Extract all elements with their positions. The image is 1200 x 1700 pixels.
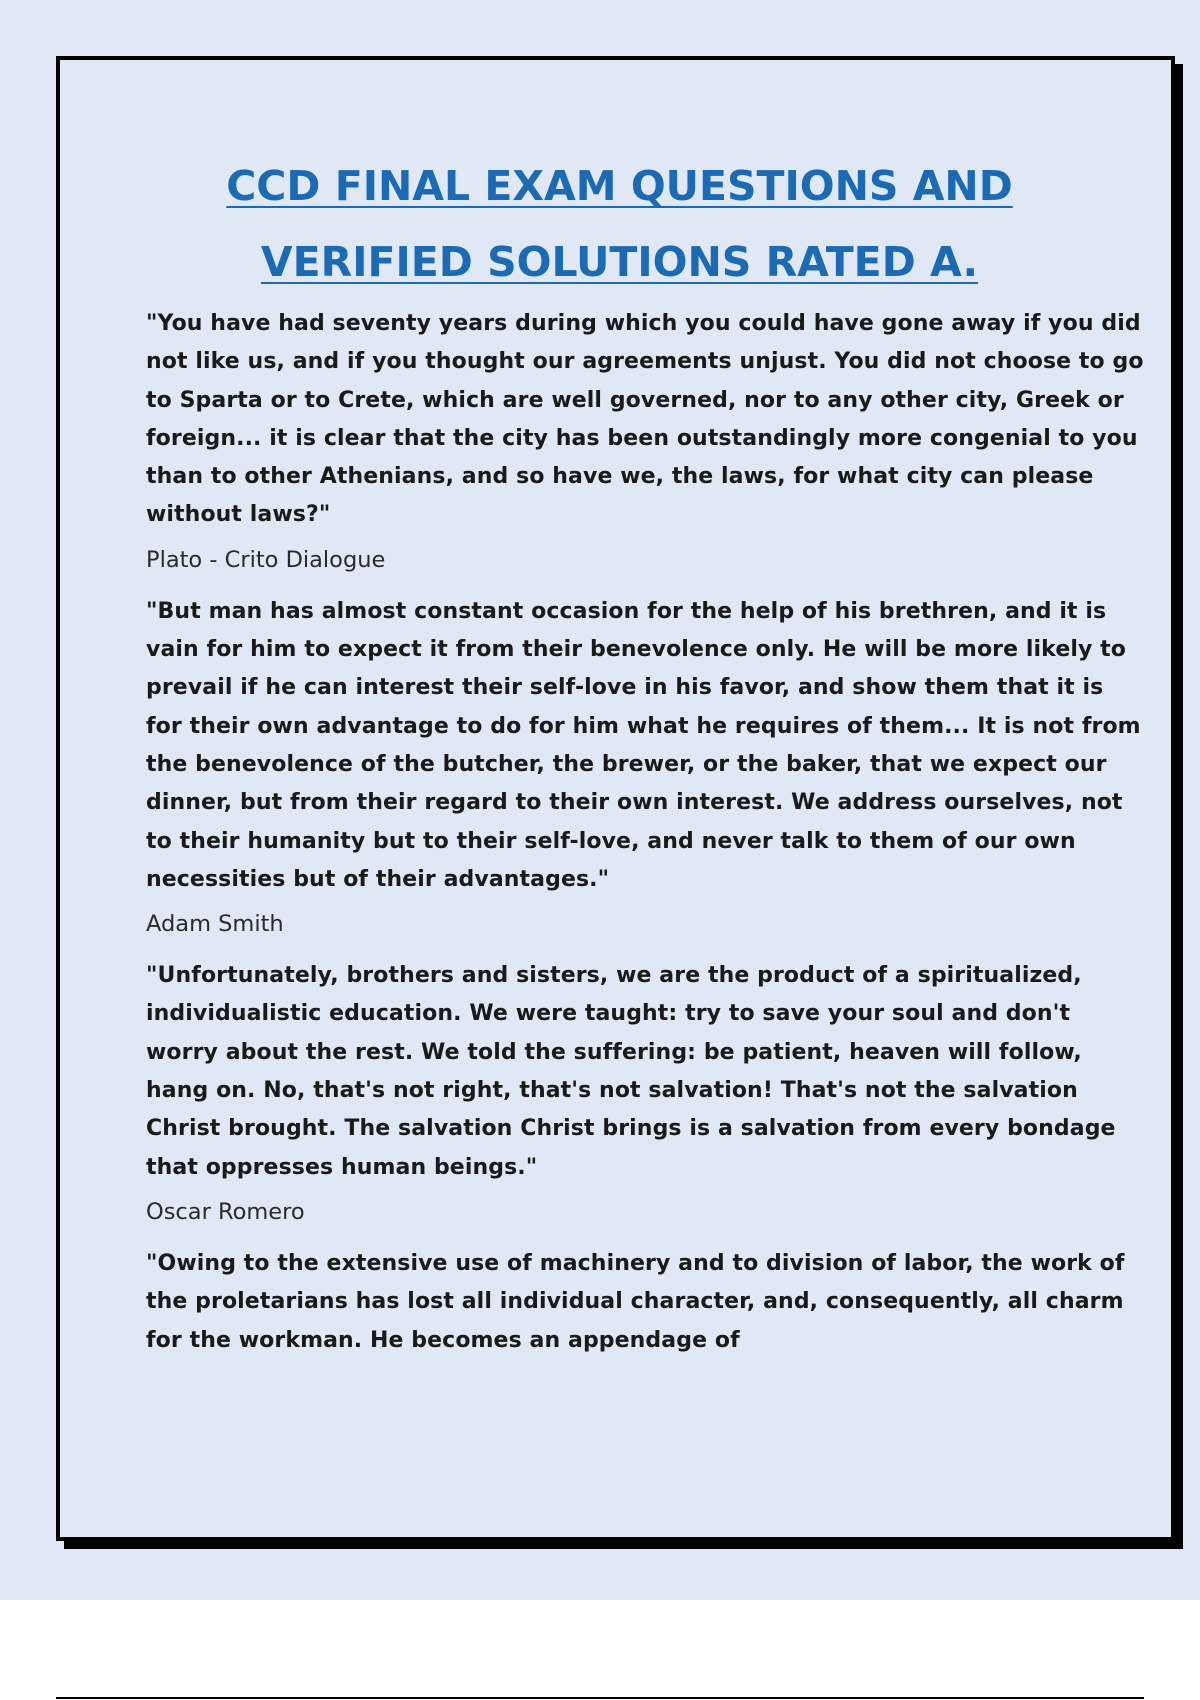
quote-proletarians: "Owing to the extensive use of machinery and to division of labor, the work of the proletarians has lost all individual character, and, consequently, all charm for the workman. He becomes an appendage of	[146, 1250, 1125, 1353]
attribution-adam-smith: Adam Smith	[146, 911, 284, 938]
title-line-2: VERIFIED SOLUTIONS RATED A.	[260, 238, 979, 286]
attribution-oscar-romero: Oscar Romero	[146, 1198, 305, 1225]
quote-adam-smith: "But man has almost constant occasion for the help of his brethren, and it is vain for him to expect it from their benevolence only. He will be more likely to prevail if he can interest their self-love in his favor, and show them that it is for their own advantage to do for him what he requires of them... It is not from the benevolence of the butcher, the brewer, or the baker, that we expect our dinner, but from their regard to their own interest. We address ourselves, not to their humanity but to their self-love, and never talk to them of our own necessities but of their advantages."	[146, 598, 1141, 892]
title-line-1: CCD FINAL EXAM QUESTIONS AND	[226, 162, 1013, 210]
quote-plato: "You have had seventy years during which you could have gone away if you did not like us, and if you thought our agreements unjust. You did not choose to go to Sparta or to Crete, which are well governed, nor to any other city, Greek or foreign... it is clear that the city has been outstandingly more congenial to you than to other Athenians, and so have we, the laws, for what city can please without laws?"	[146, 311, 1144, 528]
quote-oscar-romero: "Unfortunately, brothers and sisters, we are the product of a spiritualized, individualistic education. We were taught: try to save your soul and don't worry about the rest. We told the suffering: be patient, heaven will follow, hang on. No, that's not right, that's not salvation! That's not the salvation Christ brought. The salvation Christ brings is a salvation from every bondage that oppresses human beings."	[146, 963, 1116, 1180]
document-body	[146, 305, 1146, 1370]
attribution-plato: Plato - Crito Dialogue	[146, 546, 386, 573]
footer-divider	[56, 1697, 1144, 1699]
document-title	[60, 148, 1179, 300]
document-frame	[56, 56, 1175, 1541]
